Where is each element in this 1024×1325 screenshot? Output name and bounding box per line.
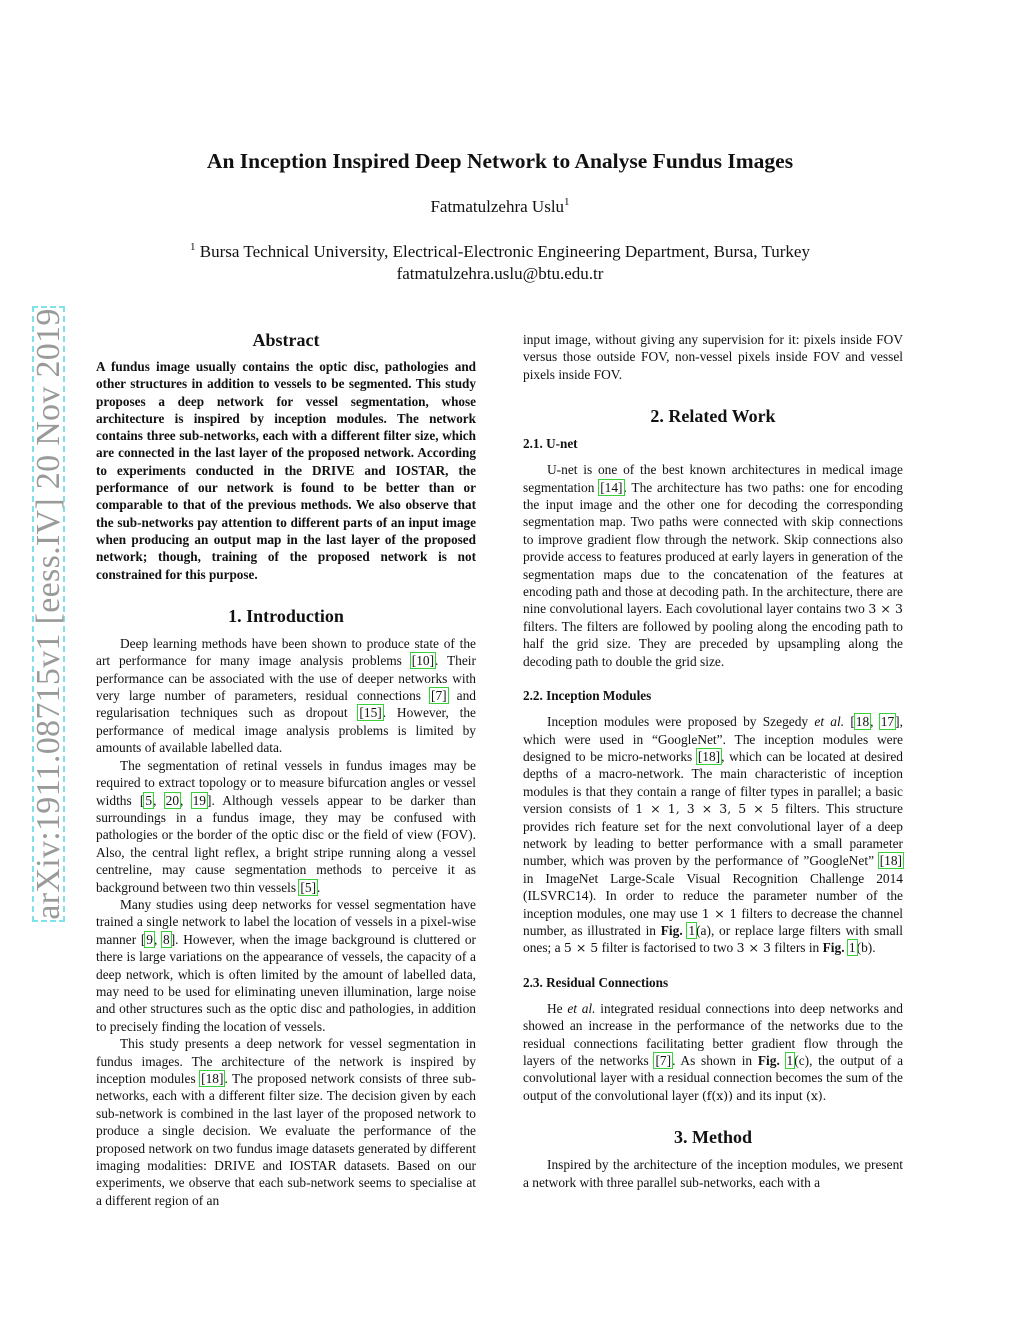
author-name: Fatmatulzehra Uslu <box>430 197 565 216</box>
citation-link[interactable]: [10] <box>411 653 435 669</box>
residual-paragraph: He et al. integrated residual connections into deep networks and showed an increase in the performance of the networks due to the residual connections facilitating better gradient flow through the layers of the networks [7]. As shown in Fig. 1(c), the output of a convolutional layer with a residual connection becomes the sum of the output of the convolutional layer (f(x)) and its input (x). <box>523 1000 904 1103</box>
citation-link[interactable]: 5 <box>145 792 153 808</box>
introduction-heading: 1. Introduction <box>228 605 344 626</box>
figure-link[interactable]: 1 <box>786 1053 794 1068</box>
method-paragraph: Inspired by the architecture of the inception modules, we present a network with three parallel sub-networks, each with a <box>523 1157 903 1190</box>
left-column <box>96 329 476 1209</box>
affiliation-text: Bursa Technical University, Electrical-Electronic Engineering Department, Bursa, Turkey <box>199 242 810 261</box>
citation-link[interactable]: [15] <box>359 705 382 721</box>
citation-link[interactable]: 8 <box>163 931 170 947</box>
email[interactable]: fatmatulzehra.uslu@btu.edu.tr <box>396 264 604 283</box>
citation-link[interactable]: [7] <box>431 688 447 704</box>
method-heading: 3. Method <box>674 1127 752 1148</box>
unet-heading: 2.1. U-net <box>523 436 578 452</box>
arxiv-label: arXiv:1911.08715v1 [eess.IV] 20 Nov 2019 <box>29 308 67 920</box>
intro-paragraph-2: The segmentation of retinal vessels in fundus images may be required to extract topology or to measure bifurcation angles or vessel widths [5, 20, 19]. Although vessels appear to be darker than surroundings in a fundus image, they may be confused with pathologies or the border of the optic disc or the field of view (FOV). Also, the central light reflex, a bright stripe running along a vessel centreline, may cause segmentation methods to perceive it as background between two thin vessels [5]. <box>96 757 477 895</box>
citation-link[interactable]: [18] <box>201 1071 224 1087</box>
intro-paragraph-4: This study presents a deep network for vessel segmentation in fundus images. The architecture of the network is inspired by inception modules [18]. The proposed network consists of three sub-networks, each with a different filter size. The decision given by each sub-network is combined in the last layer of the proposed network to produce a single decision. We evaluate the performance of the proposed network on two fundus image datasets generated by different imaging modalities: DRIVE and IOSTAR datasets. Based on our experiments, we observe that each sub-network seems to specialise at a different region of an <box>96 1036 476 1208</box>
unet-paragraph: U-net is one of the best known architectures in medical image segmentation [14]. The architecture has two paths: one for encoding the input image and the other one for decoding the corresponding segmentation map. Two paths were connected with skip connections to improve gradient flow through the network. Skip connections also provide access to features produced at early layers in generation of the segmentation maps due to the concatenation of the features at encoding path and those at decoding path. In the architecture, there are nine convolutional layers. Each covolutional layer contains two 3 × 3 filters. The filters are followed by pooling along the encoding path to half the grid size. They are preceded by upsampling along the decoding path to double the grid size. <box>523 462 903 669</box>
citation-link[interactable]: 9 <box>146 931 153 947</box>
related-work-heading: 2. Related Work <box>650 406 776 427</box>
citation-link[interactable]: 20 <box>165 792 180 808</box>
paper-title: An Inception Inspired Deep Network to Analyse Fundus Images <box>206 149 794 173</box>
affiliation-block <box>0 241 1000 285</box>
author-superscript: 1 <box>564 196 570 208</box>
arxiv-identifier <box>29 308 67 920</box>
affiliation-line <box>0 241 1000 263</box>
inception-paragraph: Inception modules were proposed by Szegedy et al. [18, 17], which were used in “GoogleNet”. The inception modules were designed to be micro-networks [18], which can be located at desired depths of a macro-network. The main characteristic of inception modules is that they contain a range of filter types in parallel; a basic version consists of 1 × 1, 3 × 3, 5 × 5 filters. This structure provides rich feature set for the next convolutional layer of a deep network by leading to better performance with a small parameter number, which was proven by the performance of ”GoogleNet” [18] in ImageNet Large-Scale Visual Recognition Challenge 2014 (ILSVRC14). In order to reduce the parameter number of the inception modules, one may use 1 × 1 filters to decrease the channel number, as illustrated in Fig. 1(a), or replace large filters with small ones; a 5 × 5 filter is factorised to two 3 × 3 filters in Fig. 1(b). <box>523 714 904 956</box>
intro-paragraph-3: Many studies using deep networks for vessel segmentation have trained a single network to label the location of vessels in a pixel-wise manner [9, 8]. However, when the image background is cluttered or there is large variations on the appearance of vessels, the capacity of a deep network, which is often limited by the amount of labelled data, may need to be used for eliminating uneven illumination, large noise and other structures such as the optic disc and pathologies, in addition to precisely finding the location of vessels. <box>96 896 476 1034</box>
citation-link[interactable]: 17 <box>880 714 895 730</box>
figure-link[interactable]: 1 <box>848 940 856 956</box>
abstract-text: A fundus image usually contains the optic disc, pathologies and other structures in addition to vessels to be segmented. This study proposes a deep network for vessel segmentation, whose architecture is inspired by inception modules. The network contains three sub-networks, each with a different filter size, which are connected in the last layer of the proposed network. According to experiments conducted in the DRIVE and IOSTAR, the performance of our network is found to be better than or comparable to that of the previous methods. We also observe that the sub-networks pay attention to different parts of an input image when producing an output map in the last layer of the proposed network; though, training of the proposed network is not constrained for this purpose. <box>96 359 476 582</box>
residual-connections-heading: 2.3. Residual Connections <box>523 974 669 990</box>
intro-paragraph-1: Deep learning methods have been shown to produce state of the art performance for many image analysis problems [10]. Their performance can be associated with the use of deeper networks with very large number of parameters, residual connections [7] and regularisation techniques such as dropout [15]. However, the performance of medical image analysis problems is limited by amounts of available labelled data. <box>96 635 477 756</box>
citation-link[interactable]: [18] <box>697 748 721 764</box>
citation-link[interactable]: [5] <box>300 879 317 895</box>
figure-link[interactable]: 1 <box>688 922 696 938</box>
citation-link[interactable]: [18] <box>879 853 902 869</box>
citation-link[interactable]: 19 <box>192 792 206 808</box>
citation-link[interactable]: [14] <box>600 479 623 495</box>
author-line <box>0 197 1000 217</box>
intro-continuation: input image, without giving any supervision for it: pixels inside FOV versus those outside FOV, non-vessel pixels inside FOV and vessel pixels inside FOV. <box>523 332 903 382</box>
citation-link[interactable]: [7] <box>655 1053 672 1068</box>
affiliation-superscript: 1 <box>190 241 196 253</box>
right-column <box>523 331 903 1191</box>
abstract-heading: Abstract <box>252 330 320 350</box>
inception-modules-heading: 2.2. Inception Modules <box>523 688 652 704</box>
citation-link[interactable]: 18 <box>855 714 870 730</box>
